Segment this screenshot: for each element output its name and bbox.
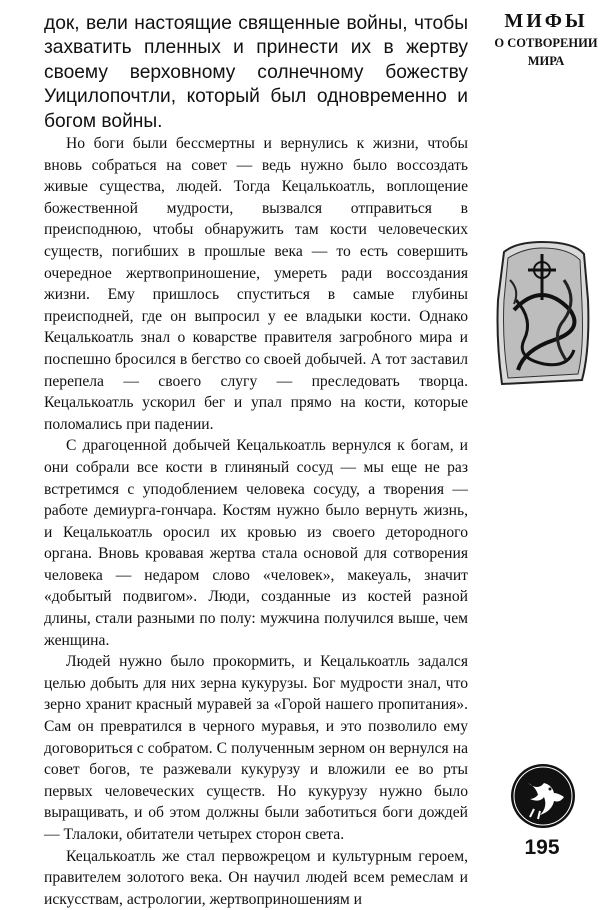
paragraph-4: Кецалькоатль же стал первожрецом и культурным героем, правителем золотого века. Он научил людей всем ремеслам и искусствам, астрологии, жертвоприношениям и: [44, 847, 468, 908]
section-title: [492, 8, 600, 70]
bird-emblem-icon: [510, 763, 576, 829]
runestone-image: [494, 240, 590, 386]
page-number: 195: [524, 836, 560, 859]
section-subtitle-line2: МИРА: [527, 54, 565, 68]
section-subtitle-line1: О СОТВОРЕНИИ: [494, 36, 598, 50]
section-title-main: МИФЫ: [504, 10, 588, 32]
paragraph-2: С драгоценной добычей Кецалькоатль вернулся к богам, и они собрали все кости в глиняный сосуд — мы еще не раз встретимся с уподоблением человека сосуду, а творения — работе демиурга-гончара. Костям нужно было вернуть жизнь, и Кецалькоатль оросил их кровью из своего детородного органа. Вновь кровавая жертва стала основой для сотворения человека — недаром слово «человек», макеуаль, значит «добытый подвигом». Люди, созданные из костей разной длины, стали разными по полу: мужчина получился выше, чем женщина.: [44, 437, 468, 649]
paragraph-1: Но боги были бессмертны и вернулись к жизни, чтобы вновь собраться на совет — ведь нужно было воссоздать живые существа, людей. Тогда Кецалькоатль, воплощение божественной мудрости, вызвался отправиться в преисподнюю, чтобы обнаружить там кости человеческих существ, погибших в прошлые века — то есть совершить очередное жертвоприношение, умереть ради воссоздания жизни. Ему пришлось спуститься в самые глубины преисподней, где он выпросил у ее владыки кости. Однако Кецалькоатль знал о коварстве правителя загробного мира и поспешно бросился в бегство со своей добычей. А тот заставил перепела — своего слугу — преследовать творца. Кецалькоатль ускорил бег и упал прямо на кости, которые поломались при падении.: [44, 135, 468, 433]
paragraph-3: Людей нужно было прокормить, и Кецалькоатль задался целью добыть для них зерна кукурузы. Бог мудрости знал, что зерно хранит красный муравей за «Горой нашего пропитания». Сам он превратился в черного муравья, и это позволило ему договориться с собратом. С полученным зерном он вернулся на совет богов, те разжевали кукурузу и вложили ее во рты первых человеческих существ. Но кукурузу нужно было выращивать, и об этом должны были заботиться боги дождей — Тлалоки, обитатели четырех сторон света.: [44, 653, 468, 843]
intro-paragraph: док, вели настоящие священные войны, чтобы захватить пленных и принести их в жертву своему верховному солнечному божеству Уицилопочтли, который был одновременно и богом войны.: [44, 13, 468, 132]
body-text: [44, 133, 468, 910]
